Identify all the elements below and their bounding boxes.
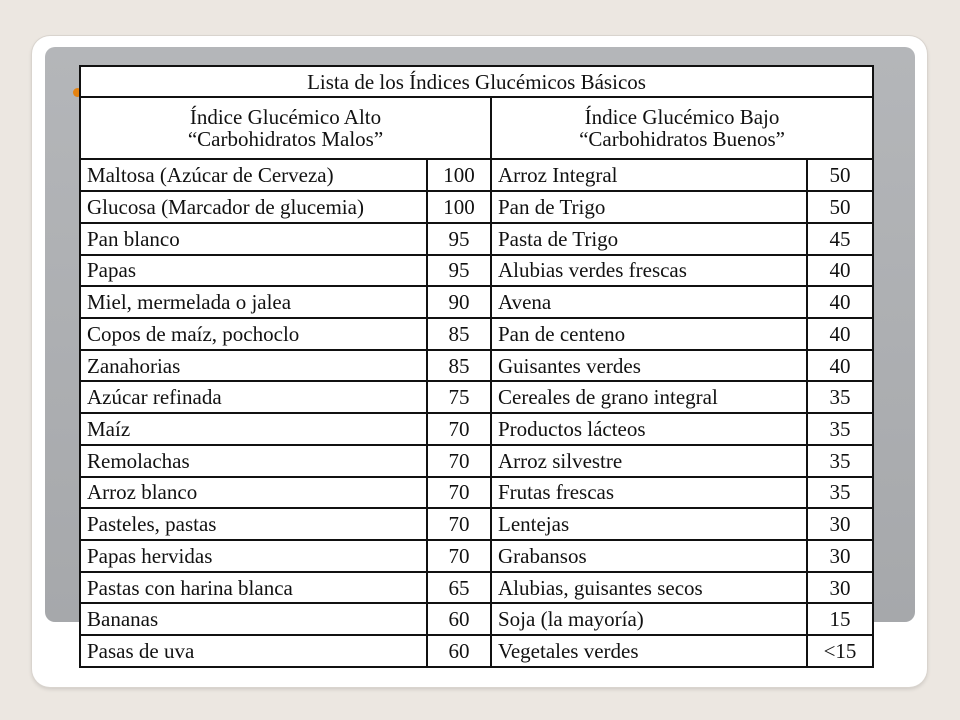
table-row: [80, 540, 873, 572]
table-title: Lista de los Índices Glucémicos Básicos: [80, 66, 873, 97]
high-gi-value-cell: 90: [427, 286, 491, 318]
high-gi-value-cell: 70: [427, 540, 491, 572]
table-row: [80, 286, 873, 318]
low-gi-food-cell: Pan de Trigo: [491, 191, 807, 223]
high-gi-value-cell: 60: [427, 635, 491, 667]
low-gi-value-cell: 40: [807, 318, 873, 350]
low-gi-header: [491, 97, 873, 159]
high-gi-value-cell: 70: [427, 508, 491, 540]
low-gi-food-cell: Alubias verdes frescas: [491, 255, 807, 287]
table-row: [80, 413, 873, 445]
low-gi-value-cell: 35: [807, 381, 873, 413]
high-gi-header: [80, 97, 491, 159]
low-gi-value-cell: 30: [807, 540, 873, 572]
high-gi-value-cell: 70: [427, 445, 491, 477]
high-gi-value-cell: 85: [427, 318, 491, 350]
high-gi-food-cell: Maltosa (Azúcar de Cerveza): [80, 159, 427, 191]
high-gi-value-cell: 70: [427, 413, 491, 445]
high-gi-food-cell: Glucosa (Marcador de glucemia): [80, 191, 427, 223]
low-gi-value-cell: 40: [807, 350, 873, 382]
high-gi-header-line1: Índice Glucémico Alto: [189, 105, 382, 130]
high-gi-food-cell: Copos de maíz, pochoclo: [80, 318, 427, 350]
table-row: [80, 445, 873, 477]
low-gi-value-cell: 50: [807, 191, 873, 223]
high-gi-value-cell: 100: [427, 191, 491, 223]
high-gi-food-cell: Miel, mermelada o jalea: [80, 286, 427, 318]
table-row: [80, 318, 873, 350]
low-gi-food-cell: Soja (la mayoría): [491, 603, 807, 635]
high-gi-value-cell: 75: [427, 381, 491, 413]
low-gi-value-cell: 40: [807, 286, 873, 318]
high-gi-food-cell: Papas hervidas: [80, 540, 427, 572]
low-gi-food-cell: Vegetales verdes: [491, 635, 807, 667]
table-row: [80, 159, 873, 191]
table-row: [80, 381, 873, 413]
low-gi-value-cell: 30: [807, 508, 873, 540]
table-row: [80, 255, 873, 287]
table-row: [80, 477, 873, 509]
table-header-row: [80, 97, 873, 159]
low-gi-value-cell: 30: [807, 572, 873, 604]
glycemic-index-table: [79, 65, 874, 668]
high-gi-food-cell: Zanahorias: [80, 350, 427, 382]
high-gi-value-cell: 100: [427, 159, 491, 191]
table-row: [80, 572, 873, 604]
low-gi-food-cell: Pan de centeno: [491, 318, 807, 350]
low-gi-food-cell: Alubias, guisantes secos: [491, 572, 807, 604]
low-gi-food-cell: Lentejas: [491, 508, 807, 540]
high-gi-food-cell: Pan blanco: [80, 223, 427, 255]
low-gi-value-cell: 35: [807, 477, 873, 509]
high-gi-food-cell: Bananas: [80, 603, 427, 635]
low-gi-food-cell: Guisantes verdes: [491, 350, 807, 382]
high-gi-value-cell: 60: [427, 603, 491, 635]
high-gi-value-cell: 95: [427, 223, 491, 255]
low-gi-food-cell: Frutas frescas: [491, 477, 807, 509]
low-gi-value-cell: 35: [807, 413, 873, 445]
high-gi-food-cell: Pasas de uva: [80, 635, 427, 667]
table-row: [80, 350, 873, 382]
high-gi-food-cell: Pastas con harina blanca: [80, 572, 427, 604]
high-gi-header-line2: “Carbohidratos Malos”: [187, 127, 384, 152]
low-gi-food-cell: Productos lácteos: [491, 413, 807, 445]
low-gi-header-line2: “Carbohidratos Buenos”: [579, 127, 785, 152]
table-row: [80, 223, 873, 255]
low-gi-food-cell: Arroz silvestre: [491, 445, 807, 477]
high-gi-value-cell: 70: [427, 477, 491, 509]
low-gi-value-cell: 35: [807, 445, 873, 477]
low-gi-food-cell: Grabansos: [491, 540, 807, 572]
low-gi-food-cell: Arroz Integral: [491, 159, 807, 191]
low-gi-header-line1: Índice Glucémico Bajo: [584, 105, 780, 130]
low-gi-value-cell: <15: [807, 635, 873, 667]
high-gi-food-cell: Papas: [80, 255, 427, 287]
table-row: [80, 191, 873, 223]
high-gi-value-cell: 85: [427, 350, 491, 382]
table-title-row: [80, 66, 873, 97]
high-gi-value-cell: 65: [427, 572, 491, 604]
low-gi-value-cell: 40: [807, 255, 873, 287]
high-gi-food-cell: Pasteles, pastas: [80, 508, 427, 540]
table-row: [80, 635, 873, 667]
low-gi-food-cell: Pasta de Trigo: [491, 223, 807, 255]
high-gi-food-cell: Arroz blanco: [80, 477, 427, 509]
high-gi-food-cell: Azúcar refinada: [80, 381, 427, 413]
low-gi-food-cell: Avena: [491, 286, 807, 318]
high-gi-value-cell: 95: [427, 255, 491, 287]
table-row: [80, 603, 873, 635]
low-gi-food-cell: Cereales de grano integral: [491, 381, 807, 413]
low-gi-value-cell: 15: [807, 603, 873, 635]
high-gi-food-cell: Maíz: [80, 413, 427, 445]
low-gi-value-cell: 50: [807, 159, 873, 191]
high-gi-food-cell: Remolachas: [80, 445, 427, 477]
low-gi-value-cell: 45: [807, 223, 873, 255]
table-row: [80, 508, 873, 540]
